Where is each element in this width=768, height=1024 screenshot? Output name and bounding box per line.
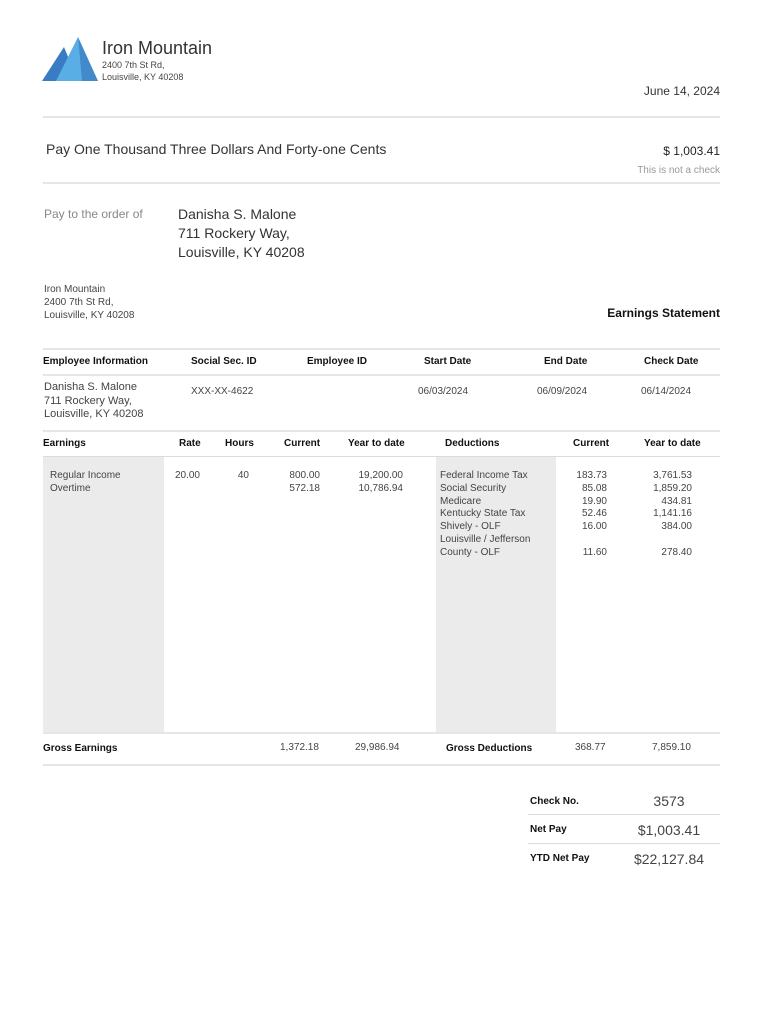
- header-deduction-current: Current: [573, 438, 610, 449]
- pay-to-order-label: Pay to the order of: [44, 207, 143, 221]
- earning-current: 800.00: [289, 470, 320, 481]
- gross-deductions-ytd: 7,859.10: [652, 742, 691, 753]
- deduction-current: 19.90: [581, 495, 607, 507]
- deduction-name: Federal Income Tax: [440, 470, 528, 481]
- deduction-current: 85.08: [581, 482, 607, 494]
- divider: [43, 348, 720, 350]
- earnings-hours: [220, 470, 249, 483]
- statement-date: June 14, 2024: [643, 84, 720, 98]
- header-employee-info: Employee Information: [43, 356, 149, 367]
- earning-ytd: 10,786.94: [358, 482, 403, 494]
- header-earnings: Earnings: [43, 438, 86, 449]
- header-ssn: Social Sec. ID: [191, 356, 257, 367]
- divider: [43, 116, 720, 118]
- deduction-name: Social Security: [440, 482, 507, 494]
- deduction-name: Shively - OLF: [440, 521, 501, 533]
- deduction-name: County - OLF: [440, 546, 501, 558]
- payee-block: [178, 205, 305, 262]
- payee-name: Danisha S. Malone: [178, 206, 297, 222]
- deduction-name: Louisville / Jefferson: [440, 533, 531, 545]
- earning-name: Regular Income: [50, 470, 121, 481]
- check-date-value: 06/14/2024: [641, 386, 692, 397]
- earnings-name-column-bg: [43, 457, 164, 732]
- divider: [43, 430, 720, 432]
- deduction-current-values: [560, 470, 607, 560]
- company-address-small: Iron Mountain 2400 7th St Rd, Louisville, KY 40208: [44, 284, 135, 321]
- ytd-net-pay-label: YTD Net Pay: [530, 853, 590, 864]
- deduction-current: 16.00: [581, 521, 607, 533]
- deduction-ytd: 3,761.53: [653, 470, 692, 481]
- earning-rate: 20.00: [174, 470, 200, 481]
- company-address: 2400 7th St Rd, Louisville, KY 40208: [102, 60, 184, 82]
- deduction-ytd-values: [632, 470, 692, 560]
- deduction-name: Medicare: [440, 495, 482, 507]
- deduction-current: 11.60: [582, 546, 607, 558]
- company-logo-icon: [42, 37, 98, 81]
- earning-current: 572.18: [289, 482, 320, 494]
- check-number: 3573: [653, 793, 685, 809]
- deduction-current: 52.46: [581, 508, 607, 520]
- deduction-names: [440, 470, 530, 560]
- check-number-label: Check No.: [530, 796, 579, 807]
- earning-hours: 40: [237, 470, 249, 481]
- pay-amount-words: Pay One Thousand Three Dollars And Forty-one Cents: [46, 141, 387, 157]
- deduction-ytd: 1,141.16: [653, 508, 692, 520]
- header-employee-id: Employee ID: [307, 356, 368, 367]
- divider: [43, 764, 720, 766]
- net-pay-value: $1,003.41: [637, 822, 701, 838]
- header-start-date: Start Date: [424, 356, 472, 367]
- header-hours: Hours: [225, 438, 254, 449]
- divider: [43, 182, 720, 184]
- earnings-ytd: [343, 470, 403, 496]
- header-ytd: Year to date: [348, 438, 405, 449]
- payee-address-line2: Louisville, KY 40208: [178, 244, 305, 260]
- employee-info: Danisha S. Malone 711 Rockery Way, Louisville, KY 40208: [44, 381, 144, 420]
- company-name: Iron Mountain: [102, 38, 213, 58]
- deduction-ytd: 434.81: [661, 495, 692, 507]
- deduction-current: [560, 534, 607, 547]
- divider: [528, 843, 720, 844]
- ytd-net-pay-value: $22,127.84: [633, 851, 705, 867]
- payee-address-line1: 711 Rockery Way,: [178, 225, 290, 241]
- divider: [528, 814, 720, 815]
- gross-earnings-current: 1,372.18: [280, 742, 319, 753]
- gross-deductions-label: Gross Deductions: [446, 743, 533, 754]
- header-end-date: End Date: [544, 356, 588, 367]
- header-deduction-ytd: Year to date: [644, 438, 701, 449]
- divider: [43, 374, 720, 376]
- deduction-ytd: 278.40: [661, 546, 692, 558]
- gross-earnings-ytd: 29,986.94: [355, 742, 400, 753]
- earnings-statement-title: Earnings Statement: [607, 306, 720, 320]
- ssn-value: XXX-XX-4622: [191, 386, 254, 397]
- pay-amount: $ 1,003.41: [663, 144, 720, 158]
- gross-deductions-current: 368.77: [575, 742, 606, 753]
- deduction-ytd: 1,859.20: [653, 482, 692, 494]
- header-rate: Rate: [179, 438, 201, 449]
- net-pay-label: Net Pay: [530, 824, 567, 835]
- earning-ytd: 19,200.00: [358, 470, 403, 481]
- deduction-ytd: 384.00: [661, 521, 692, 533]
- earnings-current: [270, 470, 320, 496]
- deduction-ytd: [632, 534, 692, 547]
- gross-earnings-label: Gross Earnings: [43, 743, 118, 754]
- header-current: Current: [284, 438, 321, 449]
- deduction-current: 183.73: [576, 470, 607, 481]
- start-date-value: 06/03/2024: [418, 386, 469, 397]
- earnings-rates: [166, 470, 200, 483]
- header-deductions: Deductions: [445, 438, 500, 449]
- deduction-name: Kentucky State Tax: [440, 508, 526, 520]
- not-a-check-note: This is not a check: [637, 165, 720, 176]
- earnings-names: [50, 470, 121, 496]
- header-check-date: Check Date: [644, 356, 699, 367]
- divider: [43, 732, 720, 734]
- earning-name: Overtime: [50, 482, 91, 494]
- end-date-value: 06/09/2024: [537, 386, 588, 397]
